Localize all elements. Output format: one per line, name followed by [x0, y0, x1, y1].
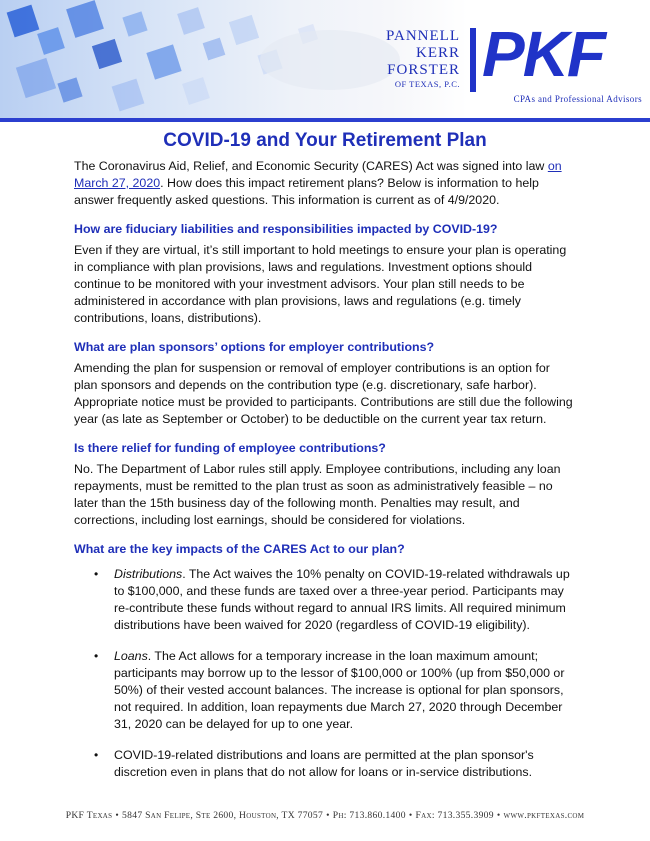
- section-heading-cares-impacts: What are the key impacts of the CARES Act to our plan?: [74, 542, 405, 556]
- list-item-text: . The Act waives the 10% penalty on COVID-19-related withdrawals up to $100,000, and these funds are taxed over a three-year period. Participants may re-contribute these funds without regard to annual IRS limits. All required minimum distributions have been waived for 2020 (regardless of COVID-19 eligibility).: [114, 567, 570, 632]
- list-item-text: . The Act allows for a temporary increase in the loan maximum amount; participants may borrow up to the lessor of $100,000 or 100% (up from $50,000 or 50%) of their vested account balances. The increase is optional for plan sponsors, not required. In addition, loan repayments due March 27, 2020 through December 31, 2020 can be delayed for up to one year.: [114, 649, 565, 731]
- footer-company: PKF Texas: [65, 810, 113, 821]
- section-body-employer-contributions: Amending the plan for suspension or removal of employer contributions is an option for plan sponsors and depends on the contribution type (e.g. discretionary, safe harbor). Appropriate notice must be provided to participants. Contributions are still due the following year (as late as September or October) to be deductible on the current year tax return.: [74, 361, 573, 426]
- bullet-icon: •: [94, 748, 99, 762]
- cares-act-date-link[interactable]: on March 27, 2020: [74, 159, 562, 190]
- section-heading-employer-contributions: What are plan sponsors’ options for employer contributions?: [74, 340, 435, 354]
- cares-impacts-list: [74, 566, 574, 781]
- list-item-sponsor-discretion: [94, 747, 574, 781]
- section-heading-employee-contributions: Is there relief for funding of employee contributions?: [74, 441, 386, 455]
- footer-fax: Fax: 713.355.3909: [415, 810, 494, 821]
- page-footer: [0, 810, 650, 821]
- firm-tagline: CPAs and Professional Advisors: [513, 94, 642, 104]
- intro-text-start: The Coronavirus Aid, Relief, and Economic Security (CARES) Act was signed into law: [74, 159, 548, 173]
- firm-name-line3: FORSTER: [387, 62, 460, 78]
- page-title: COVID-19 and Your Retirement Plan: [163, 130, 487, 151]
- bullet-icon: •: [94, 567, 99, 581]
- firm-name: [356, 28, 460, 90]
- list-item-loans: [94, 648, 574, 733]
- footer-separator: •: [326, 810, 330, 821]
- footer-separator: •: [408, 810, 413, 821]
- footer-separator: •: [496, 810, 501, 821]
- header-divider: [0, 118, 650, 122]
- list-item-distributions: [94, 566, 574, 634]
- footer-website: www.pkftexas.com: [503, 810, 585, 821]
- header-banner: [0, 0, 650, 118]
- list-item-lead: Loans: [114, 649, 148, 663]
- intro-text-end: . How does this impact retirement plans? Below is information to help answer frequently asked questions. This information is current as of 4/9/2020.: [74, 176, 539, 207]
- footer-separator: •: [115, 810, 120, 821]
- list-item-lead: Distributions: [114, 567, 183, 581]
- firm-name-line2: KERR: [415, 45, 460, 61]
- firm-name-line1: PANNELL: [386, 28, 460, 44]
- main-content: [74, 158, 574, 795]
- intro-paragraph: [74, 158, 574, 209]
- pkf-logo: PKF: [482, 18, 604, 90]
- bullet-icon: •: [94, 649, 99, 663]
- logo-divider-bar: [470, 28, 476, 92]
- footer-phone: Ph: 713.860.1400: [332, 810, 406, 821]
- section-body-fiduciary: Even if they are virtual, it’s still important to hold meetings to ensure your plan is operating in compliance with plan provisions, laws and regulations. Investment options should continue to be monitored with your investment advisors. Your plan still needs to be administered in accordance with plan provisions, laws and regulations (e.g. timely contributions, loans, distributions).: [74, 243, 567, 325]
- footer-address: 5847 San Felipe, Ste 2600, Houston, TX 77057: [122, 810, 324, 821]
- section-body-employee-contributions: No. The Department of Labor rules still apply. Employee contributions, including any loan repayments, must be remitted to the plan trust as soon as administratively feasible – no later than the 15th business day of the following month. Penalties may result, and corrections, including lost earnings, should be considered for violations.: [74, 462, 561, 527]
- firm-name-line4: OF TEXAS, P.C.: [394, 79, 460, 89]
- list-item-text: COVID-19-related distributions and loans are permitted at the plan sponsor's discretion even in plans that do not allow for loans or in-service distributions.: [114, 748, 534, 779]
- section-heading-fiduciary: How are fiduciary liabilities and responsibilities impacted by COVID-19?: [74, 222, 498, 236]
